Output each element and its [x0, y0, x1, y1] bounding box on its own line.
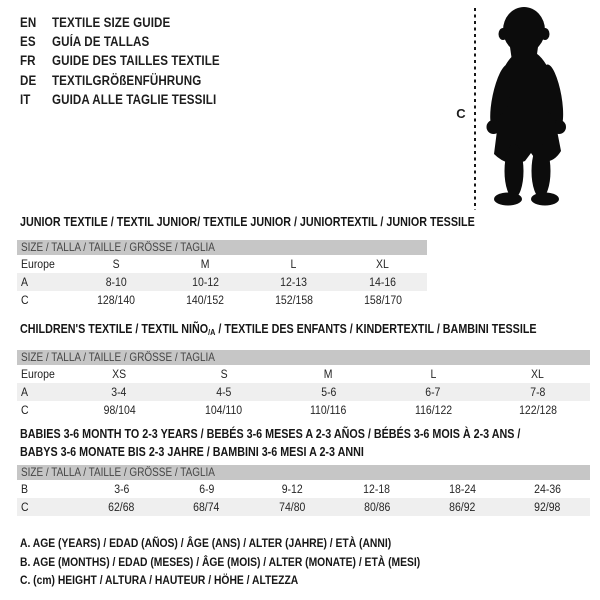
row-label-cell [17, 365, 67, 383]
junior-heading-text: JUNIOR TEXTILE / TEXTIL JUNIOR/ TEXTILE JUNIOR / JUNIORTEXTIL / JUNIOR TESSILE [20, 215, 475, 229]
row-label: Europe [21, 367, 55, 381]
table-row [17, 255, 427, 273]
language-code-text: IT [20, 91, 31, 107]
row-label: C [21, 293, 29, 307]
row-label-cell [17, 480, 79, 498]
age-value: 14-16 [369, 275, 397, 289]
value-cell [485, 401, 590, 419]
footnote-line-b [20, 553, 485, 572]
height-value: 74/80 [278, 500, 306, 514]
language-row-en [20, 13, 247, 32]
value-cell [250, 291, 339, 309]
age-value: 10-12 [191, 275, 219, 289]
value-cell [161, 291, 250, 309]
height-value: 62/68 [108, 500, 135, 514]
table-row [17, 498, 590, 516]
value-cell [72, 291, 161, 309]
footnote-c-text: C. (cm) HEIGHT / ALTURA / HAUTEUR / HÖHE / ALTEZZA [20, 573, 299, 587]
table-row [17, 273, 427, 291]
height-value: 80/86 [363, 500, 391, 514]
value-cell [334, 498, 419, 516]
value-cell [334, 480, 419, 498]
height-value: 140/152 [186, 293, 225, 307]
value-cell [164, 498, 249, 516]
children-heading-text [20, 322, 537, 337]
language-row-it [20, 90, 247, 109]
value-cell [249, 498, 334, 516]
language-code [20, 92, 52, 107]
row-label: A [21, 275, 29, 289]
value-cell [72, 255, 161, 273]
babies-size-table [17, 465, 590, 516]
age-value: 9-12 [281, 482, 303, 496]
table-row [17, 401, 590, 419]
row-label: Europe [21, 257, 55, 271]
babies-heading-line2: BABYS 3-6 MONATE BIS 2-3 JAHRE / BAMBINI 3-6 MESI A 2-3 ANNI [20, 445, 364, 459]
size-bar-text: SIZE / TALLA / TAILLE / GRÖSSE / TAGLIA [21, 466, 215, 479]
age-value: 12-13 [280, 275, 308, 289]
language-title: GUÍA DE TALLAS [52, 34, 150, 50]
value-cell [67, 383, 172, 401]
language-row-de [20, 71, 247, 90]
size-bar-text: SIZE / TALLA / TAILLE / GRÖSSE / TAGLIA [21, 241, 215, 254]
babies-heading-line1: BABIES 3-6 MONTH TO 2-3 YEARS / BEBÉS 3-6 MESES A 2-3 AÑOS / BÉBÉS 3-6 MOIS À 2-3 ANS / [20, 427, 521, 441]
age-value: 12-18 [363, 482, 391, 496]
junior-size-table [17, 240, 427, 309]
row-label: A [21, 385, 29, 399]
row-label: C [21, 403, 29, 417]
height-value: 116/122 [414, 403, 452, 417]
row-label-cell [17, 498, 79, 516]
size-value: L [290, 257, 297, 271]
age-value: 5-6 [320, 385, 337, 399]
height-value: 104/110 [205, 403, 243, 417]
value-cell [172, 365, 277, 383]
height-value: 158/170 [363, 293, 402, 307]
age-value: 24-36 [533, 482, 561, 496]
value-cell [420, 498, 505, 516]
footnote-line-c [20, 571, 485, 590]
footnote-line-a [20, 534, 485, 553]
value-cell [485, 383, 590, 401]
baby-silhouette-figure [480, 5, 572, 207]
size-bar-text: SIZE / TALLA / TAILLE / GRÖSSE / TAGLIA [21, 351, 215, 364]
age-value: 8-10 [105, 275, 127, 289]
babies-heading-line1-row [20, 425, 600, 443]
value-cell [381, 401, 486, 419]
age-value: 6-7 [425, 385, 441, 399]
children-table [17, 365, 590, 419]
size-value: XL [531, 367, 545, 381]
language-title: TEXTILGRÖßENFÜHRUNG [52, 72, 202, 88]
language-row-fr [20, 51, 247, 70]
height-value: 128/140 [97, 293, 136, 307]
size-value: M [200, 257, 210, 271]
value-cell [338, 255, 427, 273]
table-row [17, 365, 590, 383]
row-label: B [21, 482, 29, 496]
language-title-list [20, 13, 247, 109]
value-cell [249, 480, 334, 498]
age-value: 6-9 [199, 482, 215, 496]
junior-size-bar [17, 240, 427, 255]
children-heading-pre: CHILDREN'S TEXTILE / TEXTIL NIÑO [20, 322, 209, 336]
value-cell [250, 255, 339, 273]
value-cell [338, 273, 427, 291]
value-cell [485, 365, 590, 383]
row-label-cell [17, 291, 72, 309]
value-cell [505, 498, 590, 516]
value-cell [172, 401, 277, 419]
babies-size-bar [17, 465, 590, 480]
language-title: GUIDA ALLE TAGLIE TESSILI [52, 91, 217, 107]
row-label-cell [17, 401, 67, 419]
row-label: C [21, 500, 29, 514]
height-value: 152/158 [274, 293, 313, 307]
age-value: 3-4 [111, 385, 127, 399]
children-size-table [17, 350, 590, 419]
value-cell [381, 383, 486, 401]
value-cell [420, 480, 505, 498]
value-cell [250, 273, 339, 291]
footnote-legend [20, 534, 485, 590]
value-cell [79, 498, 164, 516]
table-row [17, 480, 590, 498]
age-value: 3-6 [113, 482, 130, 496]
value-cell [276, 401, 381, 419]
language-code [20, 53, 52, 68]
value-cell [67, 401, 172, 419]
children-size-bar [17, 350, 590, 365]
junior-table [17, 255, 427, 309]
height-value: 110/116 [310, 403, 347, 417]
babies-section-heading [20, 425, 600, 461]
value-cell [161, 255, 250, 273]
age-value: 4-5 [216, 385, 232, 399]
language-title: GUIDE DES TAILLES TEXTILE [52, 53, 220, 69]
value-cell [505, 480, 590, 498]
height-value: 98/104 [103, 403, 136, 417]
row-label-cell [17, 255, 72, 273]
value-cell [276, 365, 381, 383]
language-code-text: FR [20, 53, 36, 69]
height-value: 68/74 [193, 500, 220, 514]
footnote-b-text: B. AGE (MONTHS) / EDAD (MESES) / ÂGE (MOIS) / ALTER (MONATE) / ETÀ (MESI) [20, 554, 421, 569]
size-value: L [430, 367, 436, 381]
language-code-text: DE [20, 72, 37, 88]
value-cell [72, 273, 161, 291]
children-heading-post: / TEXTILE DES ENFANTS / KINDERTEXTIL / BAMBINI TESSILE [215, 322, 537, 336]
babies-table [17, 480, 590, 516]
size-value: S [112, 257, 120, 271]
size-value: XL [376, 257, 390, 271]
language-row-es [20, 32, 247, 51]
value-cell [172, 383, 277, 401]
height-value: 86/92 [449, 500, 476, 514]
height-value: 92/98 [534, 500, 561, 514]
language-code-text: ES [20, 34, 36, 50]
height-value: 122/128 [518, 403, 557, 417]
size-value: S [220, 367, 228, 381]
value-cell [164, 480, 249, 498]
children-heading-subscript: /A [208, 327, 216, 337]
language-code-text: EN [20, 15, 37, 31]
language-code [20, 15, 52, 30]
table-row [17, 291, 427, 309]
junior-section-heading [20, 215, 549, 229]
age-value: 18-24 [448, 482, 476, 496]
language-title: TEXTILE SIZE GUIDE [52, 15, 171, 31]
value-cell [276, 383, 381, 401]
children-section-heading [20, 322, 600, 337]
value-cell [79, 480, 164, 498]
value-cell [381, 365, 486, 383]
size-value: M [324, 367, 333, 381]
language-code [20, 34, 52, 49]
height-measure-label: C [456, 106, 466, 121]
age-value: 7-8 [530, 385, 546, 399]
value-cell [338, 291, 427, 309]
table-row [17, 383, 590, 401]
size-value: XS [112, 367, 127, 381]
row-label-cell [17, 273, 72, 291]
value-cell [161, 273, 250, 291]
language-code [20, 73, 52, 88]
row-label-cell [17, 383, 67, 401]
footnote-a-text: A. AGE (YEARS) / EDAD (AÑOS) / ÂGE (ANS) / ALTER (JAHRE) / ETÀ (ANNI) [20, 536, 392, 550]
height-dashed-line [474, 8, 476, 210]
value-cell [67, 365, 172, 383]
babies-heading-line2-row [20, 443, 600, 461]
